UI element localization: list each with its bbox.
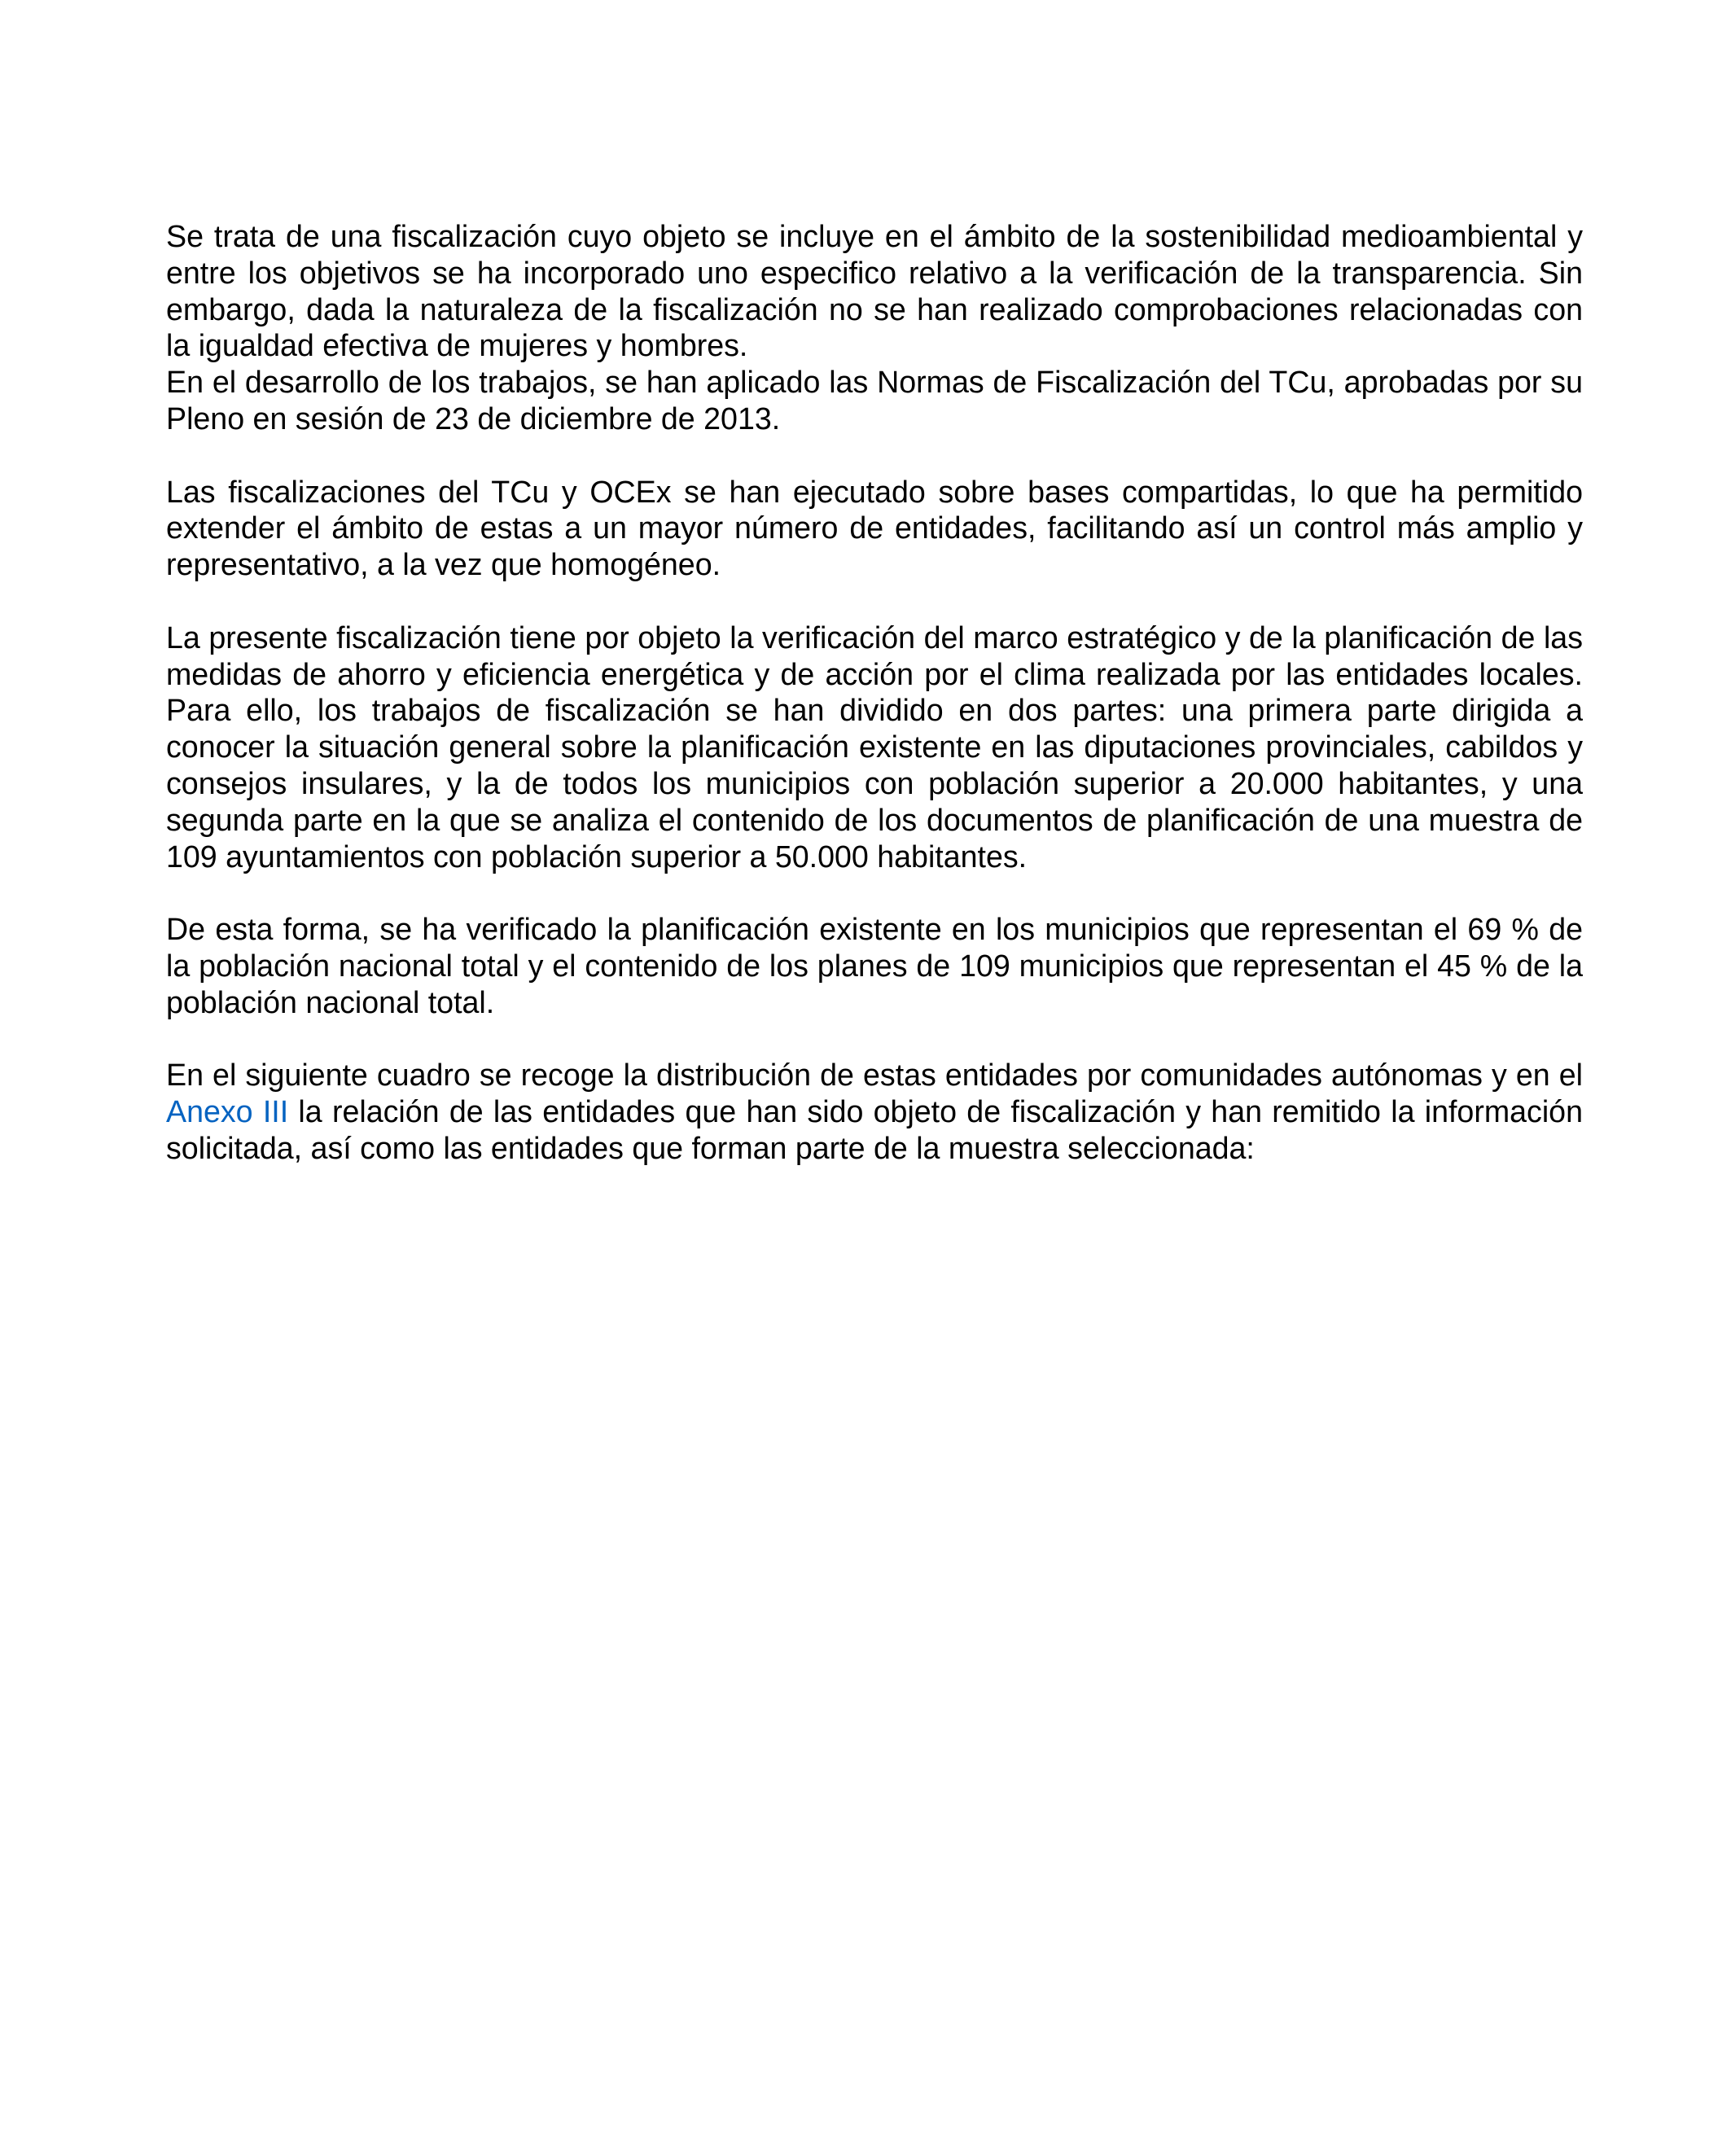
- paragraph-spacer: [166, 1021, 1583, 1058]
- paragraph-spacer: [166, 437, 1583, 474]
- paragraph-distribution: [166, 1057, 1583, 1166]
- paragraph-scope: Se trata de una fiscalización cuyo objeto se incluye en el ámbito de la sostenibilidad medioambiental y entre los objetivos se ha incorporado uno especifico relativo a la verificación de la transparencia. Sin embargo, dada la naturaleza de la fiscalización no se han realizado comprobaciones relacionadas con la igualdad efectiva de mujeres y hombres.: [166, 219, 1583, 363]
- paragraph-spacer: [166, 874, 1583, 911]
- paragraph-spacer: [166, 583, 1583, 620]
- distribution-text-after: la relación de las entidades que han sido objeto de fiscalización y han remitido la información solicitada, así como las entidades que forman parte de la muestra seleccionada:: [166, 1094, 1583, 1165]
- document-body: [166, 218, 1583, 1167]
- paragraph-objective: La presente fiscalización tiene por objeto la verificación del marco estratégico y de la planificación de las medidas de ahorro y eficiencia energética y de acción por el clima realizada por las entidades locales. Para ello, los trabajos de fiscalización se han dividido en dos partes: una primera parte dirigida a conocer la situación general sobre la planificación existente en las diputaciones provinciales, cabildos y consejos insulares, y la de todos los municipios con población superior a 20.000 habitantes, y una segunda parte en la que se analiza el contenido de los documentos de planificación de una muestra de 109 ayuntamientos con población superior a 50.000 habitantes.: [166, 620, 1583, 874]
- paragraph-standards: En el desarrollo de los trabajos, se han aplicado las Normas de Fiscalización del TCu, aprobadas por su Pleno en sesión de 23 de diciembre de 2013.: [166, 365, 1583, 436]
- anexo-iii-link[interactable]: Anexo III: [166, 1094, 289, 1129]
- paragraph-shared-bases: Las fiscalizaciones del TCu y OCEx se han ejecutado sobre bases compartidas, lo que ha permitido extender el ámbito de estas a un mayor número de entidades, facilitando así un control más amplio y representativo, a la vez que homogéneo.: [166, 474, 1583, 582]
- distribution-text-before: En el siguiente cuadro se recoge la distribución de estas entidades por comunidades autónomas y en el: [166, 1058, 1583, 1093]
- paragraph-coverage: De esta forma, se ha verificado la planificación existente en los municipios que representan el 69 % de la población nacional total y el contenido de los planes de 109 municipios que representan el 45 % de la población nacional total.: [166, 912, 1583, 1019]
